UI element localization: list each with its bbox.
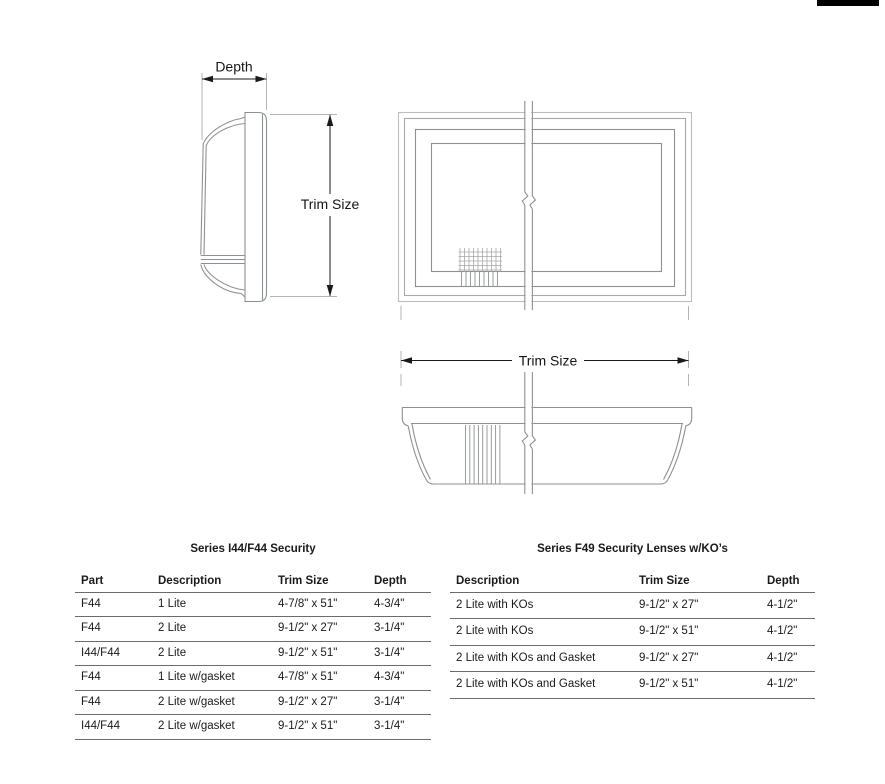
side-flange-outline (245, 113, 267, 302)
cell-depth: 4-1/2" (767, 592, 815, 619)
bottom-wall-right-outer (667, 426, 686, 481)
side-dome-top-inner (204, 124, 245, 255)
front-view (399, 100, 692, 320)
table-row (450, 619, 815, 646)
table-row (75, 592, 431, 617)
cell-description: 2 Lite (158, 617, 278, 642)
bottom-profile-view (402, 372, 692, 494)
series-f49-table (450, 543, 815, 699)
cell-depth: 4-3/4" (374, 666, 431, 691)
column-header-depth: Depth (767, 575, 815, 592)
bottom-left-lip (402, 408, 408, 426)
cell-trim-size: 9-1/2" x 27" (639, 645, 767, 672)
side-dome-top-outer (201, 117, 245, 255)
side-trim-size-label: Trim Size (300, 196, 360, 212)
knockout-comb-pattern (462, 272, 498, 286)
column-header-description: Description (450, 575, 639, 592)
bottom-base (427, 481, 667, 484)
cell-description: 1 Lite w/gasket (158, 666, 278, 691)
cell-depth: 3-1/4" (374, 641, 431, 666)
side-dome-bottom-outer (201, 265, 245, 298)
cell-description: 2 Lite w/gasket (158, 715, 278, 740)
cell-trim-size: 4-7/8" x 51" (278, 666, 374, 691)
cell-description: 2 Lite with KOs and Gasket (450, 645, 639, 672)
table-header-row (450, 575, 815, 592)
cell-trim-size: 4-7/8" x 51" (278, 592, 374, 617)
cell-trim-size: 9-1/2" x 51" (278, 641, 374, 666)
column-header-part: Part (75, 575, 158, 592)
table-row (75, 641, 431, 666)
column-header-trim-size: Trim Size (639, 575, 767, 592)
table-title: Series F49 Security Lenses w/KO’s (537, 543, 728, 555)
side-dome-bottom-inner (204, 265, 245, 291)
column-header-trim-size: Trim Size (278, 575, 374, 592)
table-row (75, 690, 431, 715)
cell-part: F44 (75, 666, 158, 691)
cell-trim-size: 9-1/2" x 51" (278, 715, 374, 740)
series-i44-f44-table (75, 543, 431, 740)
front-frame-3 (416, 130, 675, 287)
column-header-depth: Depth (374, 575, 431, 592)
table-row (450, 645, 815, 672)
arrow-right-icon (256, 76, 267, 83)
cell-trim-size: 9-1/2" x 27" (639, 592, 767, 619)
bottom-right-lip (686, 408, 692, 426)
cell-description: 2 Lite with KOs and Gasket (450, 672, 639, 699)
column-header-description: Description (158, 575, 278, 592)
depth-dimension-label: Depth (215, 58, 253, 75)
cell-description: 1 Lite (158, 592, 278, 617)
arrow-right-icon (678, 357, 689, 364)
front-frame-outer (399, 113, 692, 302)
cell-part: F44 (75, 592, 158, 617)
cell-depth: 4-1/2" (767, 619, 815, 646)
arrow-left-icon (401, 357, 412, 364)
cell-depth: 4-1/2" (767, 672, 815, 699)
cell-depth: 3-1/4" (374, 690, 431, 715)
cell-trim-size: 9-1/2" x 27" (278, 690, 374, 715)
knockout-hatch-pattern (459, 248, 503, 272)
cell-trim-size: 9-1/2" x 51" (639, 672, 767, 699)
cell-part: F44 (75, 617, 158, 642)
cell-part: I44/F44 (75, 715, 158, 740)
arrow-up-icon (327, 115, 334, 127)
cell-description: 2 Lite (158, 641, 278, 666)
cell-description: 2 Lite w/gasket (158, 690, 278, 715)
cell-part: I44/F44 (75, 641, 158, 666)
table-title: Series I44/F44 Security (190, 543, 316, 555)
side-profile-view (201, 113, 267, 302)
table-row (450, 672, 815, 699)
bottom-rib-lines (466, 425, 500, 484)
cell-part: F44 (75, 690, 158, 715)
front-trim-dimension (401, 351, 689, 386)
front-trim-size-label: Trim Size (518, 352, 578, 369)
table-row (75, 666, 431, 691)
table-header-row (75, 575, 431, 592)
cell-description: 2 Lite with KOs (450, 619, 639, 646)
bottom-break-mask (526, 372, 532, 494)
front-frame-2 (405, 119, 686, 296)
table-row (450, 592, 815, 619)
table-row (75, 715, 431, 740)
cell-trim-size: 9-1/2" x 51" (639, 619, 767, 646)
cell-depth: 4-1/2" (767, 645, 815, 672)
cell-trim-size: 9-1/2" x 27" (278, 617, 374, 642)
cell-description: 2 Lite with KOs (450, 592, 639, 619)
cell-depth: 4-3/4" (374, 592, 431, 617)
side-trim-dimension (270, 115, 360, 297)
bottom-wall-left-outer (408, 426, 427, 481)
table-row (75, 617, 431, 642)
arrow-down-icon (327, 285, 334, 297)
cell-depth: 3-1/4" (374, 715, 431, 740)
arrow-left-icon (202, 76, 213, 83)
cell-depth: 3-1/4" (374, 617, 431, 642)
